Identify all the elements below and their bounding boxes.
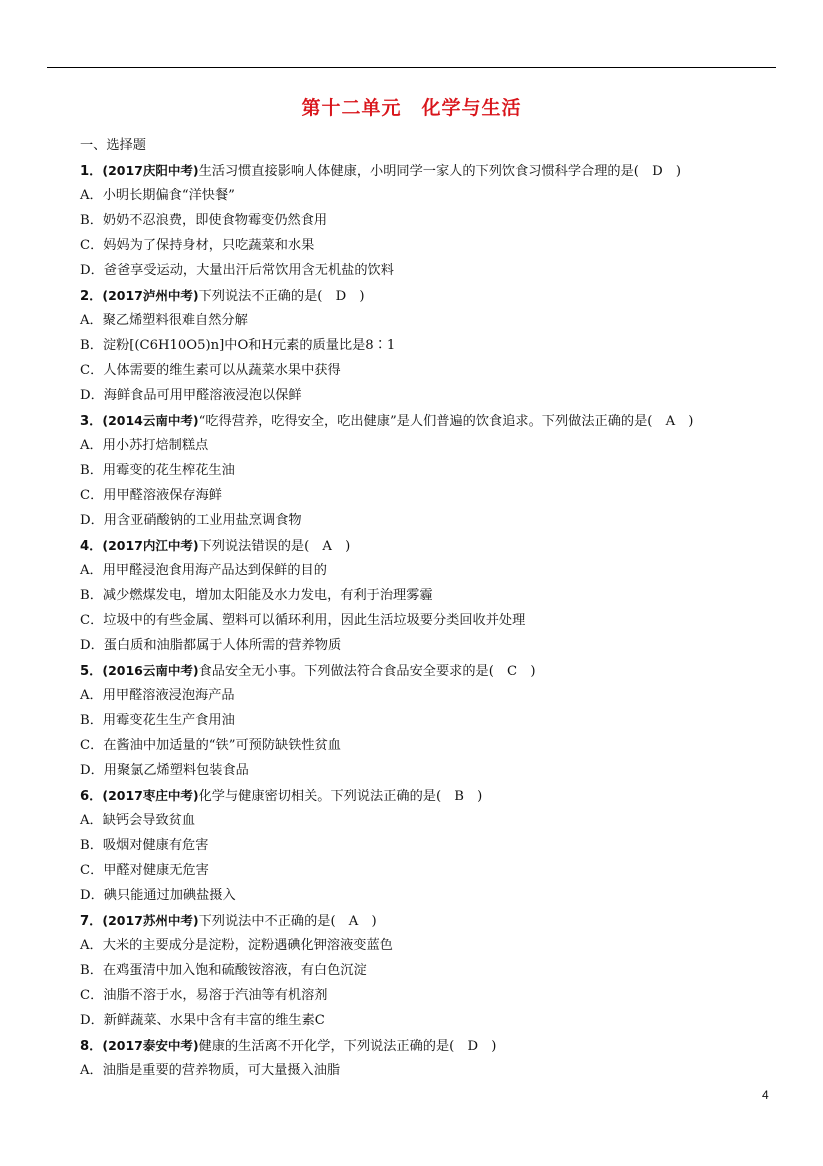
question-text: 下列说法不正确的是( D )	[198, 289, 365, 304]
title-topic: 化学与生活	[421, 97, 522, 119]
answer-option: B．用霉变的花生榨花生油	[80, 463, 235, 478]
question-number: 6．	[80, 789, 103, 804]
question-source: (2017苏州中考)	[102, 913, 199, 928]
question-list	[80, 133, 780, 1083]
page-number: 4	[762, 1088, 769, 1102]
question-stem	[80, 158, 780, 183]
answer-option: B．减少燃煤发电，增加太阳能及水力发电，有利于治理雾霾	[80, 588, 433, 603]
answer-option: D．用聚氯乙烯塑料包装食品	[80, 763, 249, 778]
answer-option: C．油脂不溶于水，易溶于汽油等有机溶剂	[80, 988, 328, 1003]
answer-option: D．碘只能通过加碘盐摄入	[80, 888, 236, 903]
question-source: (2017庆阳中考)	[102, 163, 199, 178]
answer-option: B．在鸡蛋清中加入饱和硫酸铵溶液，有白色沉淀	[80, 963, 367, 978]
question-text: 健康的生活离不开化学，下列说法正确的是( D )	[198, 1039, 497, 1054]
answer-option: A．油脂是重要的营养物质，可大量摄入油脂	[80, 1063, 341, 1078]
answer-option: D．用含亚硝酸钠的工业用盐烹调食物	[80, 513, 302, 528]
question-number: 1．	[80, 164, 103, 179]
question-source: (2016云南中考)	[102, 663, 199, 678]
question-number: 7．	[80, 914, 103, 929]
question-source: (2017内江中考)	[102, 538, 199, 553]
answer-option: C．人体需要的维生素可以从蔬菜水果中获得	[80, 363, 341, 378]
question-stem	[80, 783, 780, 808]
header-rule	[47, 67, 776, 68]
question-number: 4．	[80, 539, 103, 554]
answer-option: A．小明长期偏食“洋快餐”	[80, 188, 235, 203]
question-text: 下列说法错误的是( A )	[198, 539, 351, 554]
question-source: (2017泸州中考)	[102, 288, 199, 303]
answer-option: A．大米的主要成分是淀粉，淀粉遇碘化钾溶液变蓝色	[80, 938, 393, 953]
question-source: (2017枣庄中考)	[102, 788, 199, 803]
answer-option: D．蛋白质和油脂都属于人体所需的营养物质	[80, 638, 342, 653]
question-stem	[80, 908, 780, 933]
answer-option: A．聚乙烯塑料很难自然分解	[80, 313, 248, 328]
answer-option: A．缺钙会导致贫血	[80, 813, 196, 828]
answer-option: C．用甲醛溶液保存海鲜	[80, 488, 222, 503]
question-stem	[80, 533, 780, 558]
page-title	[0, 93, 823, 120]
answer-option: B．淀粉[(C6H10O5)n]中O和H元素的质量比是8∶1	[80, 338, 396, 353]
question-number: 8．	[80, 1039, 103, 1054]
question-text: 食品安全无小事。下列做法符合食品安全要求的是( C )	[198, 664, 536, 679]
answer-option: C．妈妈为了保持身材，只吃蔬菜和水果	[80, 238, 315, 253]
answer-option: C．在酱油中加适量的“铁”可预防缺铁性贫血	[80, 738, 341, 753]
question-stem	[80, 283, 780, 308]
title-unit: 第十二单元	[301, 97, 402, 119]
answer-option: D．海鲜食品可用甲醛溶液浸泡以保鲜	[80, 388, 302, 403]
answer-option: D．爸爸享受运动，大量出汗后常饮用含无机盐的饮料	[80, 263, 394, 278]
section-heading: 一、选择题	[80, 138, 146, 153]
answer-option: D．新鲜蔬菜、水果中含有丰富的维生素C	[80, 1013, 325, 1028]
answer-option: B．奶奶不忍浪费，即使食物霉变仍然食用	[80, 213, 328, 228]
answer-option: C．甲醛对健康无危害	[80, 863, 209, 878]
answer-option: A．用小苏打焙制糕点	[80, 438, 209, 453]
question-number: 2．	[80, 289, 103, 304]
question-text: 生活习惯直接影响人体健康，小明同学一家人的下列饮食习惯科学合理的是( D )	[198, 164, 682, 179]
question-number: 3．	[80, 414, 103, 429]
question-text: 化学与健康密切相关。下列说法正确的是( B )	[198, 789, 483, 804]
question-text: “吃得营养，吃得安全，吃出健康”是人们普遍的饮食追求。下列做法正确的是( A )	[198, 414, 694, 429]
answer-option: B．用霉变花生生产食用油	[80, 713, 235, 728]
question-stem	[80, 408, 780, 433]
question-number: 5．	[80, 664, 103, 679]
answer-option: C．垃圾中的有些金属、塑料可以循环利用，因此生活垃圾要分类回收并处理	[80, 613, 526, 628]
question-text: 下列说法中不正确的是( A )	[198, 914, 377, 929]
answer-option: B．吸烟对健康有危害	[80, 838, 209, 853]
question-stem	[80, 658, 780, 683]
question-stem	[80, 1033, 780, 1058]
answer-option: A．用甲醛浸泡食用海产品达到保鲜的目的	[80, 563, 327, 578]
question-source: (2014云南中考)	[102, 413, 199, 428]
answer-option: A．用甲醛溶液浸泡海产品	[80, 688, 235, 703]
question-source: (2017泰安中考)	[102, 1038, 199, 1053]
